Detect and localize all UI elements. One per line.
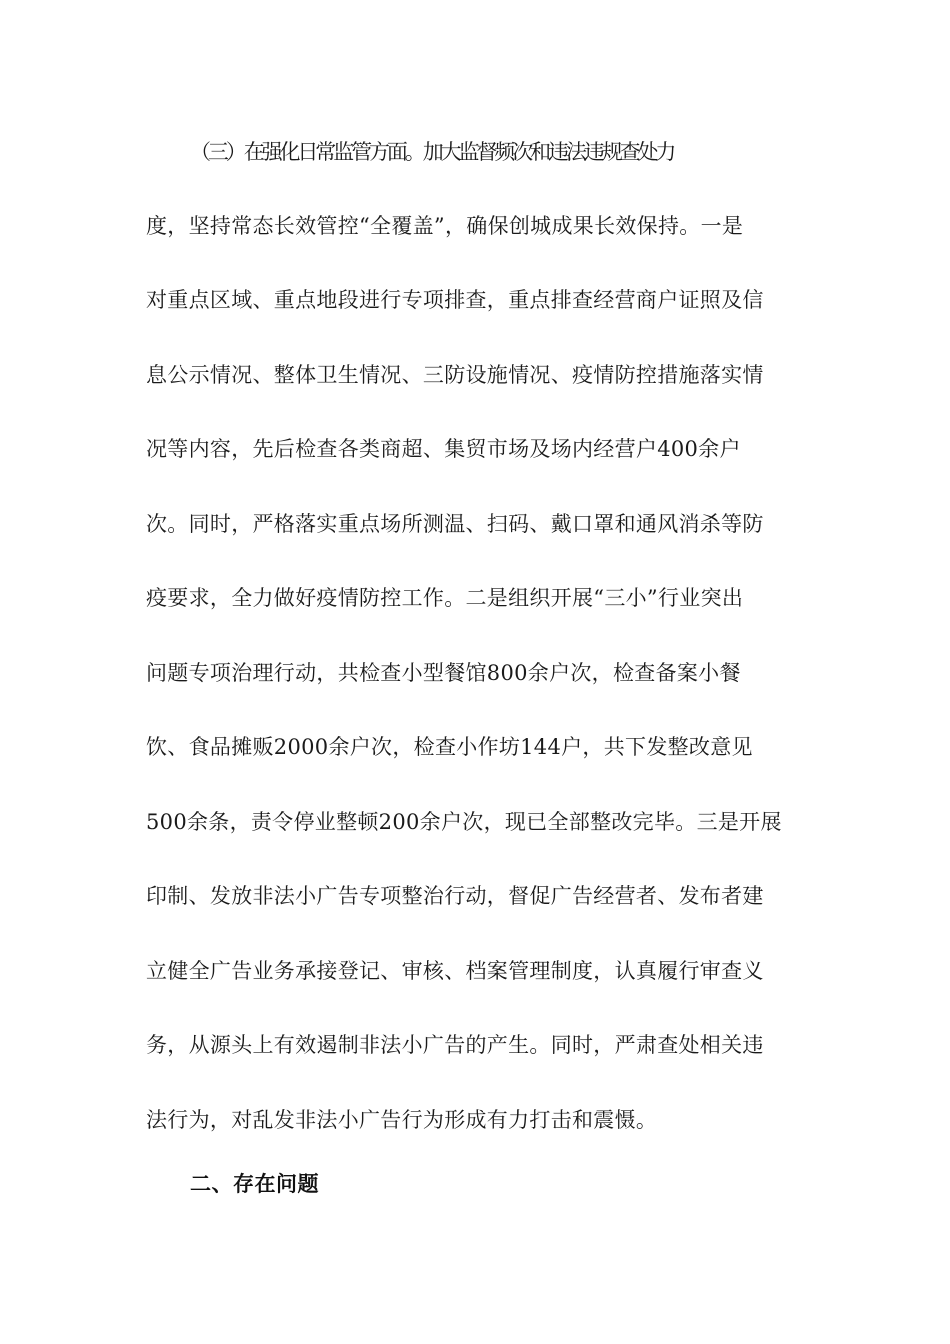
section-heading: 二、存在问题 [190,1172,319,1196]
paragraph-line: 疫要求，全力做好疫情防控工作。二是组织开展“三小”行业突出 [146,586,744,610]
paragraph-line: 度，坚持常态长效管控“全覆盖”，确保创城成果长效保持。一是 [146,214,744,238]
paragraph-line: 息公示情况、整体卫生情况、三防设施情况、疫情防控措施落实情 [146,363,764,387]
paragraph-line: （三）在强化日常监管方面。加大监督频次和违法违规查处力 [190,140,674,164]
paragraph-line: 立健全广告业务承接登记、审核、档案管理制度，认真履行审查义 [146,959,764,983]
paragraph-line: 500余条，责令停业整顿200余户次，现已全部整改完毕。三是开展 [146,810,782,834]
paragraph-line: 印制、发放非法小广告专项整治行动，督促广告经营者、发布者建 [146,884,764,908]
paragraph-line: 饮、食品摊贩2000余户次，检查小作坊144户，共下发整改意见 [146,735,753,759]
paragraph-line: 对重点区域、重点地段进行专项排查，重点排查经营商户证照及信 [146,288,764,312]
paragraph-line: 问题专项治理行动，共检查小型餐馆800余户次，检查备案小餐 [146,661,741,685]
paragraph-line: 况等内容，先后检查各类商超、集贸市场及场内经营户400余户 [146,437,741,461]
paragraph-line: 次。同时，严格落实重点场所测温、扫码、戴口罩和通风消杀等防 [146,512,764,536]
paragraph-line: 法行为，对乱发非法小广告行为形成有力打击和震慑。 [146,1108,658,1132]
paragraph-line: 务，从源头上有效遏制非法小广告的产生。同时，严肃查处相关违 [146,1033,764,1057]
